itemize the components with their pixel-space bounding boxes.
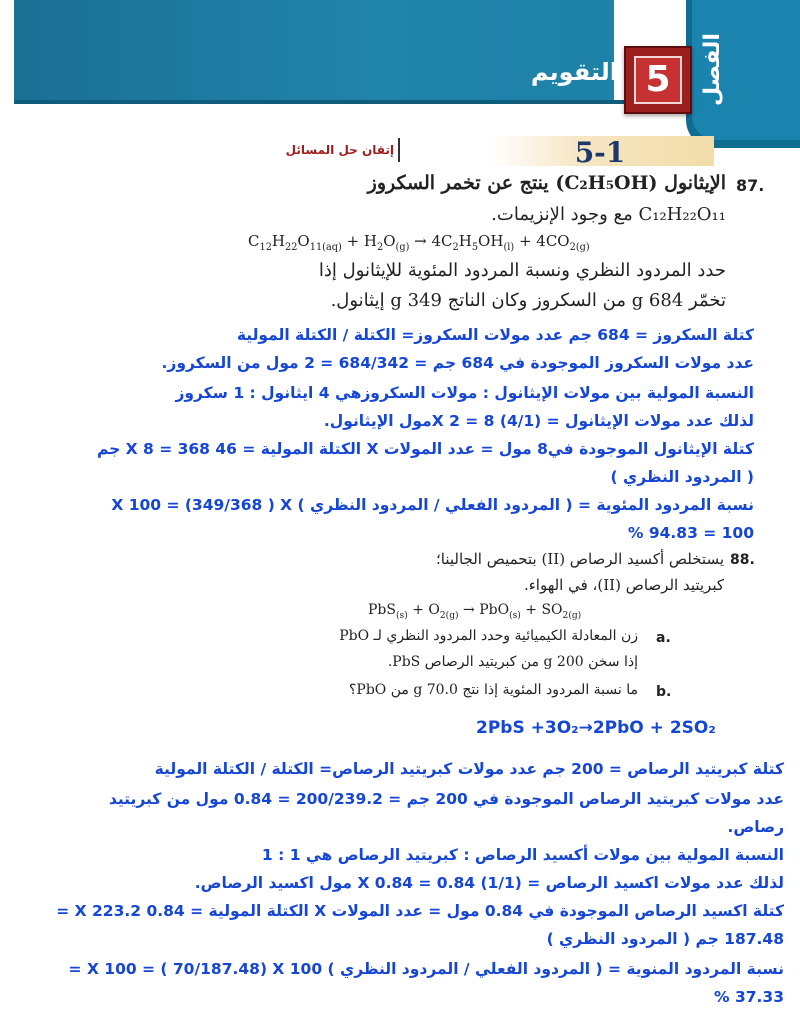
q88-solution-line5: لذلك عدد مولات اكسيد الرصاص = (1/1) X 0.84 = 0.84 مول اكسيد الرصاص. <box>194 874 784 892</box>
q87-solution-line6: ( المردود النظري ) <box>610 468 754 486</box>
question-87-line3: حدد المردود النظري ونسبة المردود المئوية للإيثانول إذا <box>318 260 726 281</box>
q88-solution-line1: كتلة كبريتيد الرصاص = 200 جم عدد مولات كبريتيد الرصاص= الكتلة / الكتلة المولية <box>154 760 784 778</box>
chapter-number: 5 <box>634 56 682 104</box>
q88-solution-line2: عدد مولات كبريتيد الرصاص الموجودة في 200 جم = 200/239.2 = 0.84 مول من كبريتيد <box>108 790 784 808</box>
question-88-number: 88. <box>730 552 755 568</box>
q87-solution-line1: كتلة السكروز = 684 جم عدد مولات السكروز= الكتلة / الكتلة المولية <box>236 326 754 344</box>
q87-solution-line4: لذلك عدد مولات الإيثانول = (4/1) X 2 = 8مول الإيثانول. <box>323 412 754 430</box>
chapter-number-box <box>624 46 692 114</box>
page-title: التقويم <box>530 58 618 86</box>
question-88a-line2: إذا سخن g 200 من كبريتيد الرصاص PbS. <box>387 654 638 670</box>
mastery-heading: إتقان حل المسائل <box>285 143 394 157</box>
q88-solution-line6: كتلة اكسيد الرصاص الموجودة في 0.84 مول = عدد المولات X الكتلة المولية = 0.84 X 223.2 = <box>56 902 784 920</box>
chapter-label: الفصل <box>700 33 725 107</box>
q88-solution-line7: 187.48 جم ( المردود النظري ) <box>546 930 784 948</box>
q87-solution-line2: عدد مولات السكروز الموجودة في 684 جم = 684/342 = 2 مول من السكروز. <box>161 354 754 372</box>
question-87-line4: تخمّر g 684 من السكروز وكان الناتج g 349 إيثانول. <box>330 290 726 311</box>
q87-solution-line8: 100 = 94.83 % <box>627 524 754 542</box>
question-87-line2: C₁₂H₂₂O₁₁ مع وجود الإنزيمات. <box>491 204 726 225</box>
question-87-equation: $C_{12}H_{22}O_{11(aq)} + H_2O_{(g)} \to 4C_2H_5OH_{(l)} + 4CO_{2(g)}$ <box>248 232 590 253</box>
q87-solution-line3: النسبة المولية بين مولات الإيثانول : مولات السكروزهي 4 ايثانول : 1 سكروز <box>175 384 754 402</box>
header-banner <box>14 0 614 104</box>
question-87-line1: الإيثانول (C₂H₅OH) ينتج عن تخمر السكروز <box>367 172 726 194</box>
q88-solution-line4: النسبة المولية بين مولات أكسيد الرصاص : كبريتيد الرصاص هي 1 : 1 <box>261 846 784 864</box>
question-88a-line1: زن المعادلة الكيميائية وحدد المردود النظري لـ PbO <box>339 628 638 644</box>
question-88-line2: كبريتيد الرصاص (II)، في الهواء. <box>523 576 724 594</box>
section-divider <box>398 138 400 162</box>
q88-solution-line8: نسبة المردود المنوية = ( المردود الفعلي / المردود النظري ) X 100 = ( 70/187.48) X 100 = <box>68 960 784 978</box>
question-88-line1: يستخلص أكسيد الرصاص (II) بتحميص الجالينا؛ <box>436 550 724 568</box>
q88-solution-line3: رصاص. <box>727 818 784 836</box>
q88-solution-line9: 37.33 % <box>714 988 784 1006</box>
question-88b-label: b. <box>656 684 672 700</box>
q87-solution-line7: نسبة المردود المئوية = ( المردود الفعلي / المردود النظري ) X 100 = (349/368 ) X <box>111 496 754 514</box>
question-88a-label: a. <box>656 630 671 646</box>
section-number: 5-1 <box>574 136 626 169</box>
q87-solution-line5: كتلة الإيثانول الموجودة في8 مول = عدد المولات X الكتلة المولية = 46 X 8 = 368 جم <box>96 440 754 458</box>
question-88b-line1: ما نسبة المردود المئوية إذا نتج g 70.0 من PbO؟ <box>348 682 638 698</box>
question-88-equation: $PbS_{(s)} + O_{2(g)} \to PbO_{(s)} + SO_{2(g)}$ <box>368 602 582 621</box>
question-87-number: 87. <box>736 176 765 195</box>
q88-balanced-equation: 2PbS +3O₂→2PbO + 2SO₂ <box>476 718 716 738</box>
